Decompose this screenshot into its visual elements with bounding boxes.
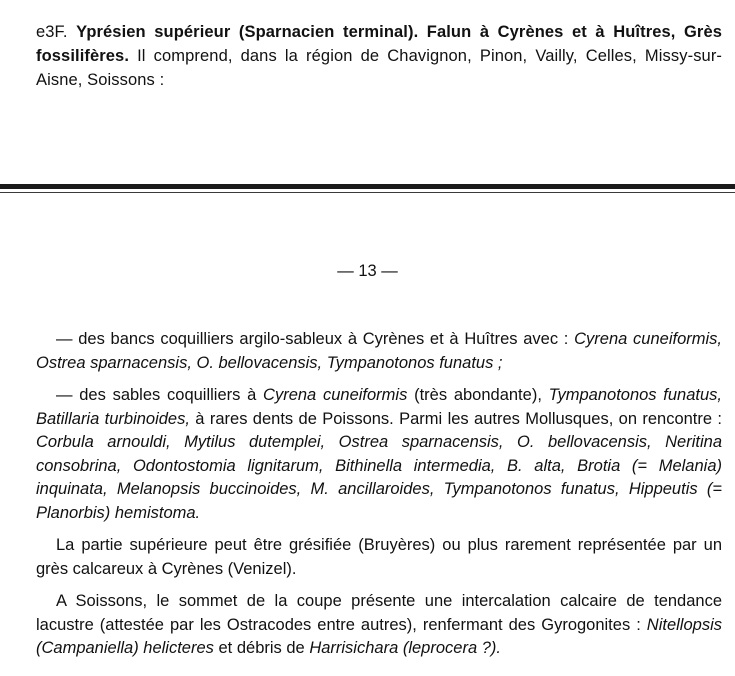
paragraph-sables-coquilliers	[36, 384, 722, 525]
header-paragraph	[36, 20, 722, 92]
species-name: Harrisichara (leprocera ?).	[309, 639, 501, 657]
page-divider-thin	[0, 192, 735, 193]
paragraph-text: (très abondante),	[407, 386, 549, 404]
page-number: — 13 —	[337, 262, 398, 280]
paragraph-text: — des sables coquilliers à	[56, 386, 264, 404]
species-list: Tympanotonos funatus, Batillaria turbinoides,	[36, 386, 723, 428]
section-intro-text: Il comprend, dans la région de Chavignon, Pinon, Vailly, Celles, Missy-sur-Aisne, Soissons :	[36, 47, 723, 89]
stratigraphic-code: e3F.	[36, 23, 68, 41]
section-title: Yprésien supérieur (Sparnacien terminal). Falun à Cyrènes et à Huîtres, Grès fossilifères.	[36, 23, 722, 65]
species-list: Corbula arnouldi, Mytilus dutemplei, Ostrea sparnacensis, O. bellovacensis, Neritina consobrina, Odontostomia lignitarum, Bithinella intermedia, B. alta, Brotia (= Melania) inquinata, Melanopsis buccinoides, M. ancillaroides, Tympanotonos funatus, Hippeutis (= Planorbis) hemistoma.	[36, 433, 722, 522]
species-list: Cyrena cuneiformis, Ostrea sparnacensis, O. bellovacensis, Tympanotonos funatus ;	[36, 330, 722, 372]
paragraph-argilo-sableux	[36, 328, 722, 375]
species-name: Cyrena cuneiformis	[263, 386, 408, 404]
paragraph-text: La partie supérieure peut être grésifiée (Bruyères) ou plus rarement représentée par un grès calcareux à Cyrènes (Venizel).	[36, 536, 722, 578]
paragraph-text: et débris de	[213, 639, 310, 657]
paragraph-text: A Soissons, le sommet de la coupe présente une intercalation calcaire de tendance lacustre (attestée par les Ostracodes entre autres), renfermant des Gyrogonites :	[36, 592, 722, 634]
species-name: Nitellopsis (Campaniella) helicteres	[36, 615, 722, 657]
paragraph-text: à rares dents de Poissons. Parmi les autres Mollusques, on rencontre :	[189, 409, 722, 428]
paragraph-partie-superieure	[36, 534, 722, 581]
body-text	[36, 328, 722, 670]
paragraph-text: — des bancs coquilliers argilo-sableux à Cyrènes et à Huîtres avec :	[56, 330, 575, 348]
paragraph-soissons	[36, 590, 722, 661]
page-divider-thick	[0, 184, 735, 189]
